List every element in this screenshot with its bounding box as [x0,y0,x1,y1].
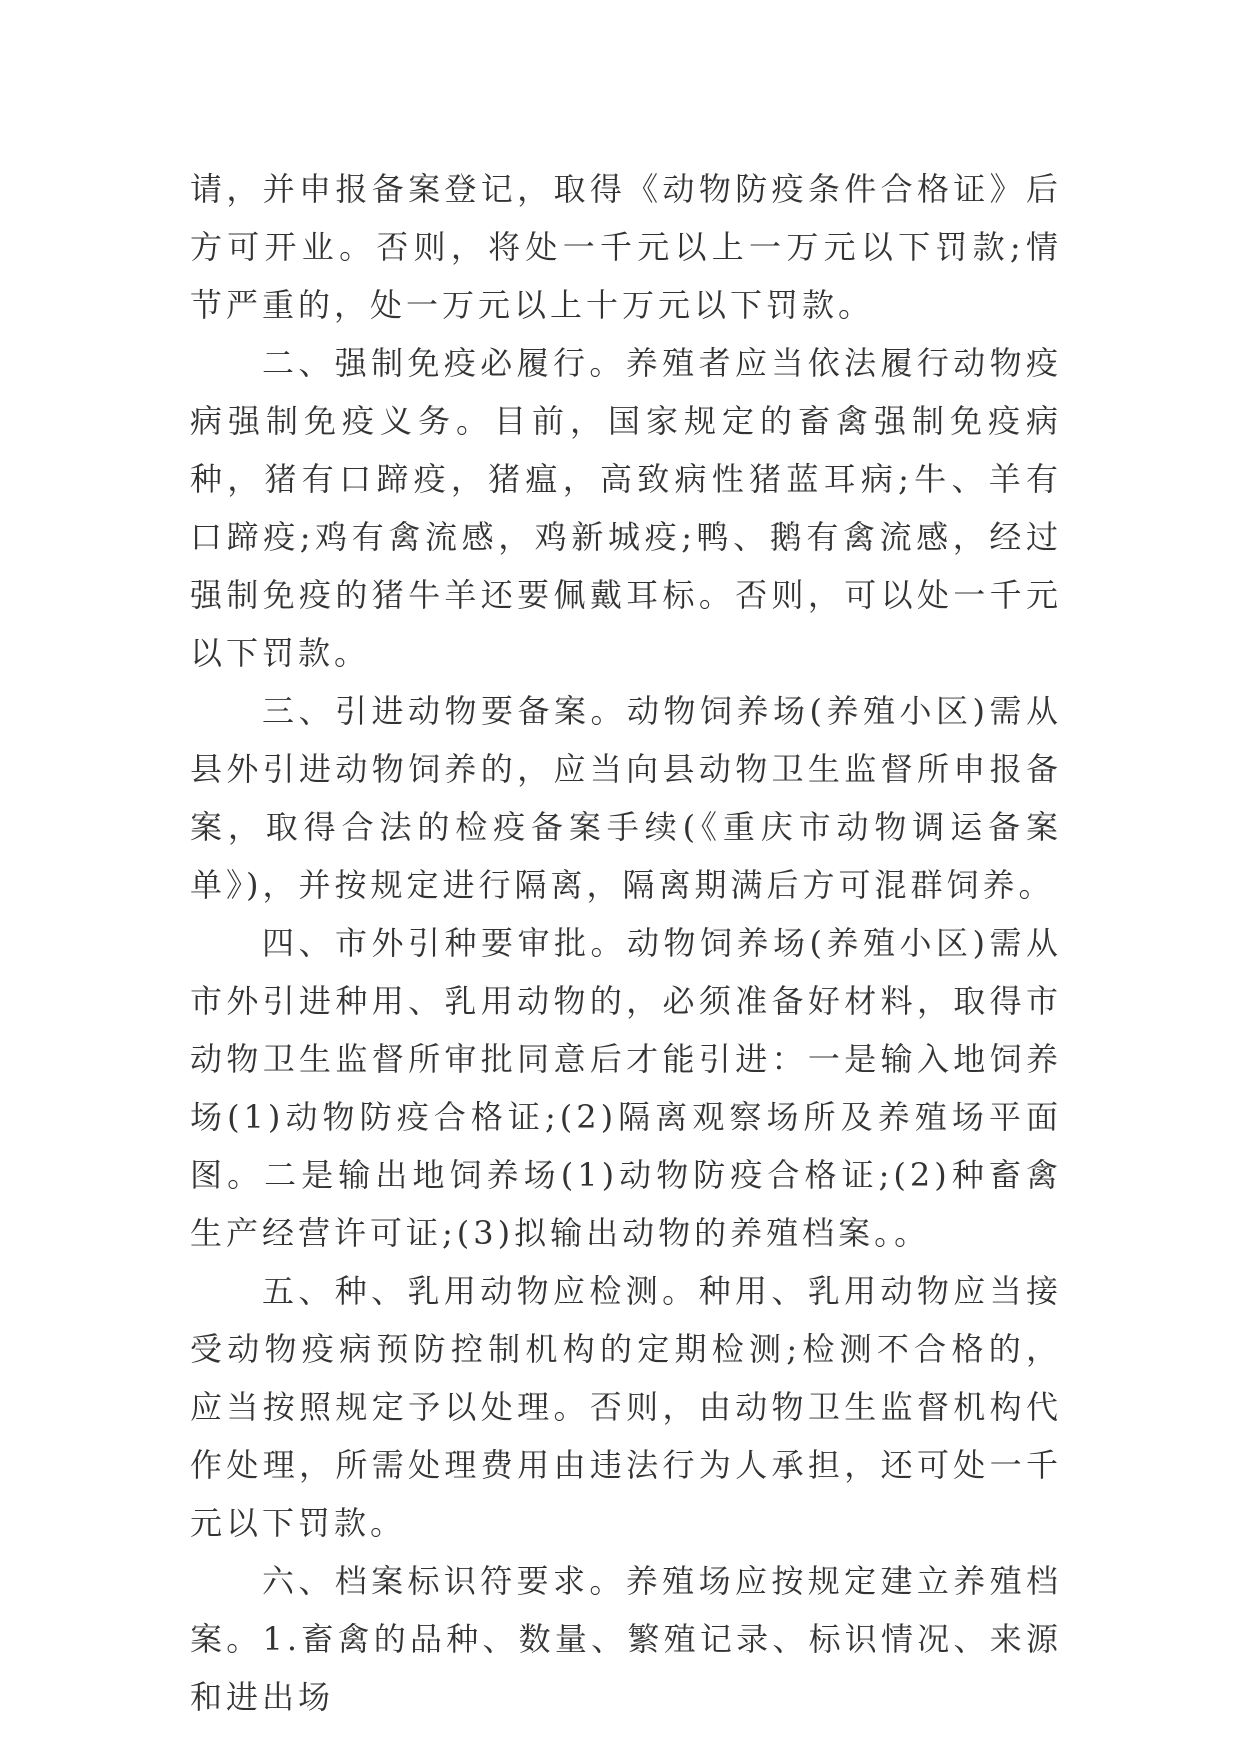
paragraph-mandatory-immunization: 二、强制免疫必履行。养殖者应当依法履行动物疫病强制免疫义务。目前，国家规定的畜禽强制免疫病种，猪有口蹄疫，猪瘟，高致病性猪蓝耳病;牛、羊有口蹄疫;鸡有禽流感，鸡新城疫;鸭、鹅有禽流感，经过强制免疫的猪牛羊还要佩戴耳标。否则，可以处一千元以下罚款。 [190,344,1062,672]
paragraph-breeding-import-approval: 四、市外引种要审批。动物饲养场(养殖小区)需从市外引进种用、乳用动物的，必须准备好材料，取得市动物卫生监督所审批同意后才能引进：一是输入地饲养场(1)动物防疫合格证;(2)隔离观察场所及养殖场平面图。二是输出地饲养场(1)动物防疫合格证;(2)种畜禽生产经营许可证;(3)拟输出动物的养殖档案。。 [190,924,1062,1252]
document-body [190,160,1062,1726]
paragraph-records-identification: 六、档案标识符要求。养殖场应按规定建立养殖档案。1.畜禽的品种、数量、繁殖记录、标识情况、来源和进出场 [190,1562,1062,1716]
paragraph-continuation: 请，并申报备案登记，取得《动物防疫条件合格证》后方可开业。否则，将处一千元以上一万元以下罚款;情节严重的，处一万元以上十万元以下罚款。 [190,170,1062,324]
paragraph-breeding-dairy-testing: 五、种、乳用动物应检测。种用、乳用动物应当接受动物疫病预防控制机构的定期检测;检测不合格的，应当按照规定予以处理。否则，由动物卫生监督机构代作处理，所需处理费用由违法行为人承担，还可处一千元以下罚款。 [190,1272,1062,1542]
paragraph-animal-import-filing: 三、引进动物要备案。动物饲养场(养殖小区)需从县外引进动物饲养的，应当向县动物卫生监督所申报备案，取得合法的检疫备案手续(《重庆市动物调运备案单》)，并按规定进行隔离，隔离期满后方可混群饲养。 [190,692,1062,904]
